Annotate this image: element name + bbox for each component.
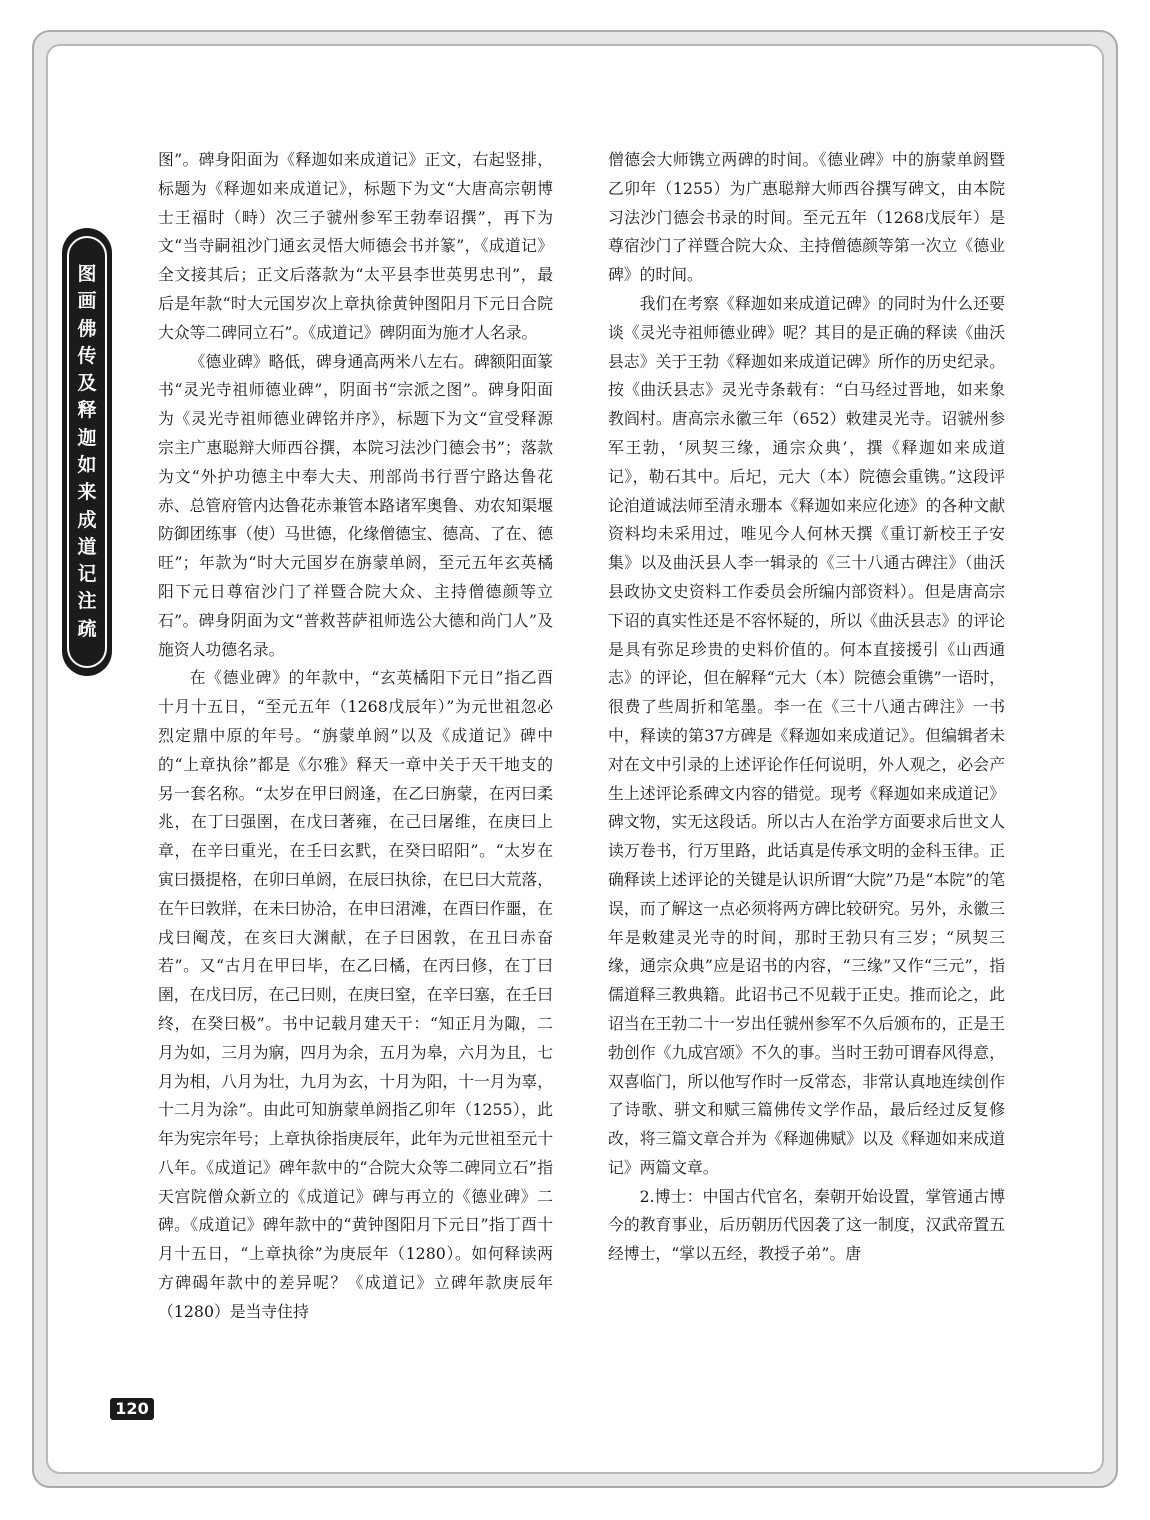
paragraph: 僧德会大师镌立两碑的时间。《德业碑》中的旃蒙单阏暨乙卯年（1255）为广惠聪辩大师西谷撰写碑文，由本院习法沙门德会书录的时间。至元五年（1268戊辰年）是尊宿沙门了祥暨合院大众、主持僧德颜等第一次立《德业碑》的时间。 xyxy=(608,150,1005,285)
book-title-vertical: 图画佛传及释迦如来成道记注疏 xyxy=(77,262,97,640)
paragraph: 《德业碑》略低，碑身通高两米八左右。碑额阳面篆书“灵光寺祖师德业碑”，阴面书“宗派之图”。碑身阳面为《灵光寺祖师德业碑铭并序》，标题下为文“宣受释源宗主广惠聪辩大师西谷撰，本院习法沙门德会书”；落款为文“外护功德主中奉大夫、刑部尚书行晋宁路达鲁花赤、总管府管内达鲁花赤兼管本路诸军奥鲁、劝农知渠堰防御团练事（使）马世德，化缘僧德宝、德高、了在、德旺”；年款为“时大元国岁在旃蒙单阏，至元五年玄英橘阳下元日尊宿沙门了祥暨合院大众、主持僧德颜等立石”。碑身阴面为文“普救菩萨祖师选公大德和尚门人”及施资人功德名录。 xyxy=(158,351,553,659)
paragraph: 2.博士：中国古代官名，秦朝开始设置，掌管通古博今的教育事业，后历朝历代因袭了这一制度，汉武帝置五经博士，“掌以五经，教授子弟”。唐 xyxy=(608,1186,1005,1264)
paragraph: 图”。碑身阳面为《释迦如来成道记》正文，右起竖排，标题为《释迦如来成道记》，标题下为文“大唐高宗朝博士王福时（畤）次三子虢州参军王勃奉诏撰”，再下为文“当寺嗣祖沙门通玄灵悟大师德会书并篆”，《成道记》全文接其后；正文后落款为“太平县李世英男忠刊”，最后是年款“时大元国岁次上章执徐黄钟图阳月下元日合院大众等二碑同立石”。《成道记》碑阴面为施才人名录。 xyxy=(158,150,553,342)
right-text-column xyxy=(608,146,1005,1269)
side-title-tab xyxy=(62,228,112,676)
side-title-frame xyxy=(67,236,107,668)
paragraph: 在《德业碑》的年款中，“玄英橘阳下元日”指乙酉十月十五日，“至元五年（1268戊辰年）”为元世祖忽必烈定鼎中原的年号。“旃蒙单阏”以及《成道记》碑中的“上章执徐”都是《尔雅》释天一章中关于天干地支的另一套名称。“太岁在甲曰阏逢，在乙曰旃蒙，在丙曰柔兆，在丁曰强圉，在戊曰著雍，在己曰屠维，在庚曰上章，在辛曰重光，在壬曰玄黓，在癸曰昭阳”。“太岁在寅曰摄提格，在卯曰单阏，在辰曰执徐，在巳曰大荒落，在午曰敦牂，在未曰协洽，在申曰涒滩，在酉曰作噩，在戌曰阉茂，在亥曰大渊献，在子曰困敦，在丑曰赤奋若”。又“古月在甲曰毕，在乙曰橘，在丙曰修，在丁曰圉，在戊曰厉，在己曰则，在庚曰窒，在辛曰塞，在壬曰终，在癸曰极”。书中记载月建天干：“知正月为陬，二月为如，三月为寎，四月为余，五月为皋，六月为且，七月为相，八月为壮，九月为玄，十月为阳，十一月为辜，十二月为涂”。由此可知旃蒙单阏指乙卯年（1255），此年为宪宗年号；上章执徐指庚辰年，此年为元世祖至元十八年。《成道记》碑年款中的“合院大众等二碑同立石”指天宫院僧众新立的《成道记》碑与再立的《德业碑》二碑。《成道记》碑年款中的“黄钟图阳月下元日”指丁酉十月十五日，“上章执徐”为庚辰年（1280）。如何释读两方碑碣年款中的差异呢？《成道记》立碑年款庚辰年（1280）是当寺住持 xyxy=(158,668,553,1321)
paragraph: 我们在考察《释迦如来成道记碑》的同时为什么还要谈《灵光寺祖师德业碑》呢？其目的是正确的释读《曲沃县志》关于王勃《释迦如来成道记碑》所作的历史纪录。按《曲沃县志》灵光寺条载有：“白马经过晋地，如来象教阎村。唐高宗永徽三年（652）敕建灵光寺。诏虢州参军王勃，‘夙契三缘，通宗众典’，撰《释迦如来成道记》，勒石其中。后圮，元大（本）院德会重镌。”这段评论洎道诚法师至清永珊本《释迦如来应化迹》的各种文献资料均未采用过，唯见今人何林天撰《重订新校王子安集》以及曲沃县人李一辑录的《三十八通古碑注》（曲沃县政协文史资料工作委员会所编内部资料）。但是唐高宗下诏的真实性还是不容怀疑的，所以《曲沃县志》的评论是具有弥足珍贵的史料价值的。何本直接援引《山西通志》的评论，但在解释“元大（本）院德会重镌”一语时，很费了些周折和笔墨。李一在《三十八通古碑注》一书中，释读的第37方碑是《释迦如来成道记》。但编辑者未对在文中引录的上述评论作任何说明，外人观之，必会产生上述评论系碑文内容的错觉。现考《释迦如来成道记》碑文物，实无这段话。所以古人在治学方面要求后世文人读万卷书，行万里路，此话真是传承文明的金科玉律。正确释读上述评论的关键是认识所谓“大院”乃是“本院”的笔误，而了解这一点必须将两方碑比较研究。另外，永徽三年是敕建灵光寺的时间，那时王勃只有三岁；“夙契三缘，通宗众典”应是诏书的内容，“三缘”又作“三元”，指儒道释三教典籍。此诏书己不见载于正史。推而论之，此诏当在王勃二十一岁出任虢州参军不久后颁布的，正是王勃创作《九成宫颂》不久的事。当时王勃可谓春风得意，双喜临门，所以他写作时一反常态，非常认真地连续创作了诗歌、骈文和赋三篇佛传文学作品，最后经过反复修改，将三篇文章合并为《释迦佛赋》以及《释迦如来成道记》两篇文章。 xyxy=(608,293,1005,1177)
left-text-column xyxy=(158,146,553,1327)
page-number: 120 xyxy=(110,1398,154,1420)
